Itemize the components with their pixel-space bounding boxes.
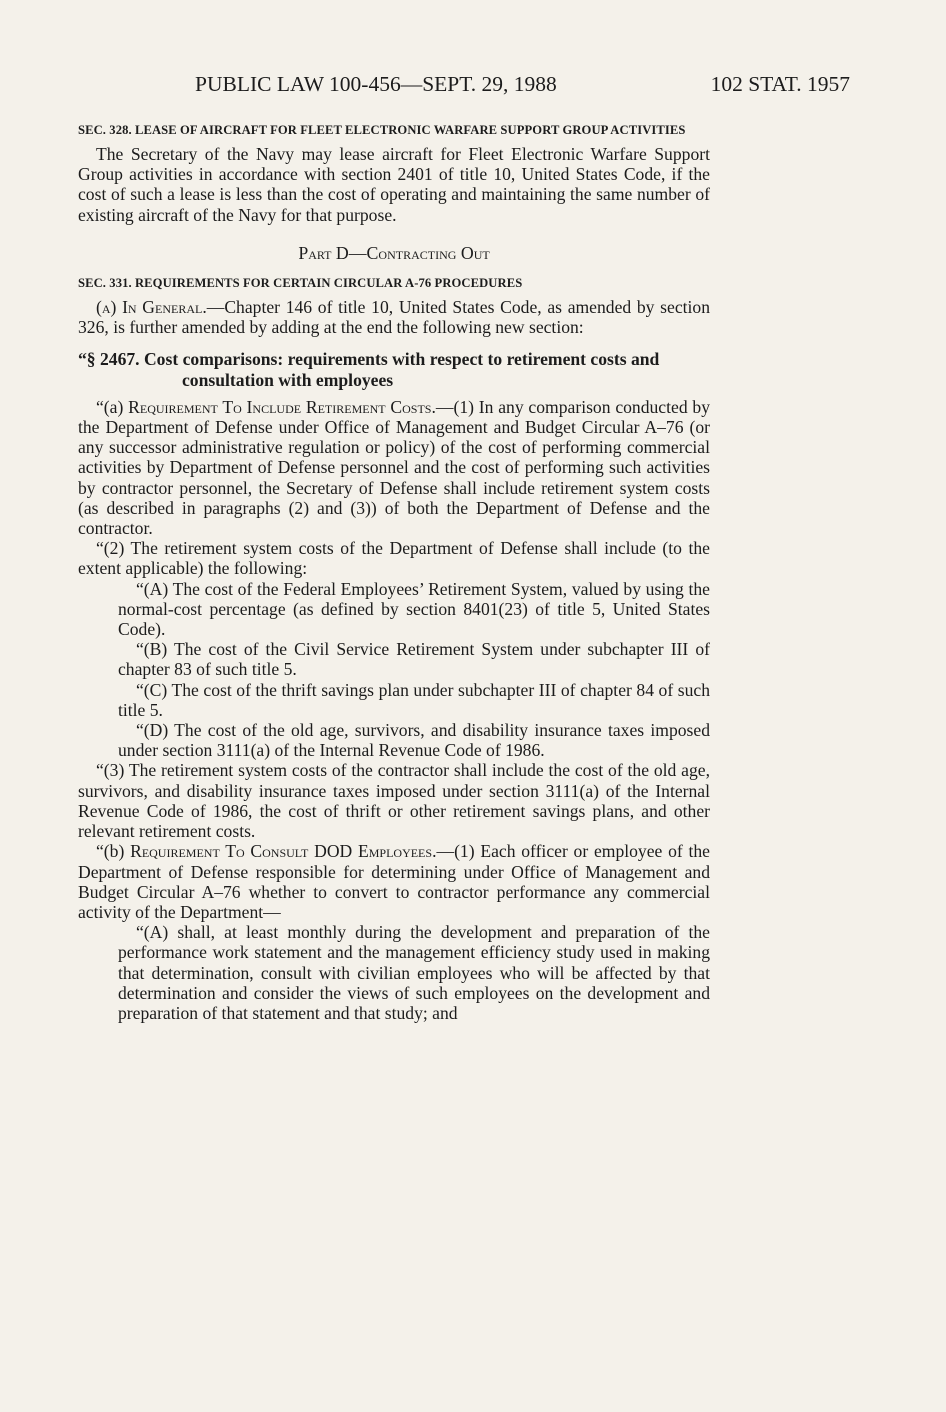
stat-page-number: 102 STAT. 1957 bbox=[710, 72, 850, 96]
subsection-b-prefix: “(b) bbox=[96, 841, 131, 862]
paragraph-3: “(3) The retirement system costs of the contractor shall include the cost of the old age, survivors, and disability insurance taxes imposed under section 3111(a) of the Internal Revenue Code of 1986, the cost of thrift or other retirement savings plans, and other relevant retirement costs. bbox=[78, 760, 710, 842]
paragraph-2C: “(C) The cost of the thrift savings plan under subchapter III of chapter 84 of such title 5. bbox=[118, 679, 710, 720]
paragraph-2D: “(D) The cost of the old age, survivors, and disability insurance taxes imposed under section 3111(a) of the Internal Revenue Code of 1986. bbox=[118, 720, 710, 761]
paragraph-2B: “(B) The cost of the Civil Service Retirement System under subchapter III of chapter 83 of such title 5. bbox=[118, 639, 710, 680]
part-d-heading: Part D—Contracting Out bbox=[298, 242, 490, 263]
subsection-a-prefix: “(a) bbox=[96, 396, 129, 417]
public-law-title: PUBLIC LAW 100-456—SEPT. 29, 1988 bbox=[195, 72, 557, 96]
sec-328-heading: SEC. 328. LEASE OF AIRCRAFT FOR FLEET ELECTRONIC WARFARE SUPPORT GROUP ACTIVITIES bbox=[78, 123, 686, 137]
retirement-costs-label: Requirement To Include Retirement Costs. bbox=[128, 396, 436, 417]
section-2467-subsection-b bbox=[78, 841, 710, 922]
paragraph-b-A: “(A) shall, at least monthly during the development and preparation of the performance work statement and the management efficiency study used in making that determination, consult with civilian employees who will be affected by that determination and consider the views of such employees on the development and preparation of that statement and that study; and bbox=[118, 922, 710, 1023]
document-body bbox=[78, 122, 710, 1023]
section-2467-subsection-a bbox=[78, 397, 710, 538]
sec-328-body: The Secretary of the Navy may lease aircraft for Fleet Electronic Warfare Support Group activities in accordance with section 2401 of title 10, United States Code, if the cost of such a lease is less than the cost of operating and maintaining the same number of existing aircraft of the Navy for that purpose. bbox=[78, 144, 710, 225]
subsection-a-text: —(1) In any comparison conducted by the Department of Defense under Office of Management and Budget Circular A–76 (or any successor administrative regulation or policy) of the cost of performing commercial activities by Department of Defense personnel and the cost of performing such activities by contractor personnel, the Secretary of Defense shall include retirement system costs (as described in paragraphs (2) and (3)) of both the Department of Defense and the contractor. bbox=[78, 396, 711, 539]
section-2467-title: “§ 2467. Cost comparisons: requirements with respect to retirement costs and consultation with employees bbox=[78, 349, 660, 390]
paragraph-2A: “(A) The cost of the Federal Employees’ Retirement System, valued by using the normal-cost percentage (as defined by section 8401(23) of title 5, United States Code). bbox=[118, 578, 710, 640]
paragraph-2: “(2) The retirement system costs of the Department of Defense shall include (to the extent applicable) the following: bbox=[78, 538, 710, 579]
sec-331-a-text: —Chapter 146 of title 10, United States Code, as amended by section 326, is further amended by adding at the end the following new section: bbox=[78, 297, 710, 338]
sec-331-subsection-a bbox=[78, 297, 710, 337]
in-general-label: (a) In General. bbox=[96, 297, 207, 318]
subsection-b-text: —(1) Each officer or employee of the Department of Defense responsible for determining under Office of Management and Budget Circular A–76 whether to convert to contractor performance any commercial activity of the Department— bbox=[78, 841, 710, 922]
consult-employees-label: Requirement To Consult DOD Employees. bbox=[130, 841, 437, 862]
sec-331-heading: SEC. 331. REQUIREMENTS FOR CERTAIN CIRCULAR A-76 PROCEDURES bbox=[78, 276, 523, 291]
